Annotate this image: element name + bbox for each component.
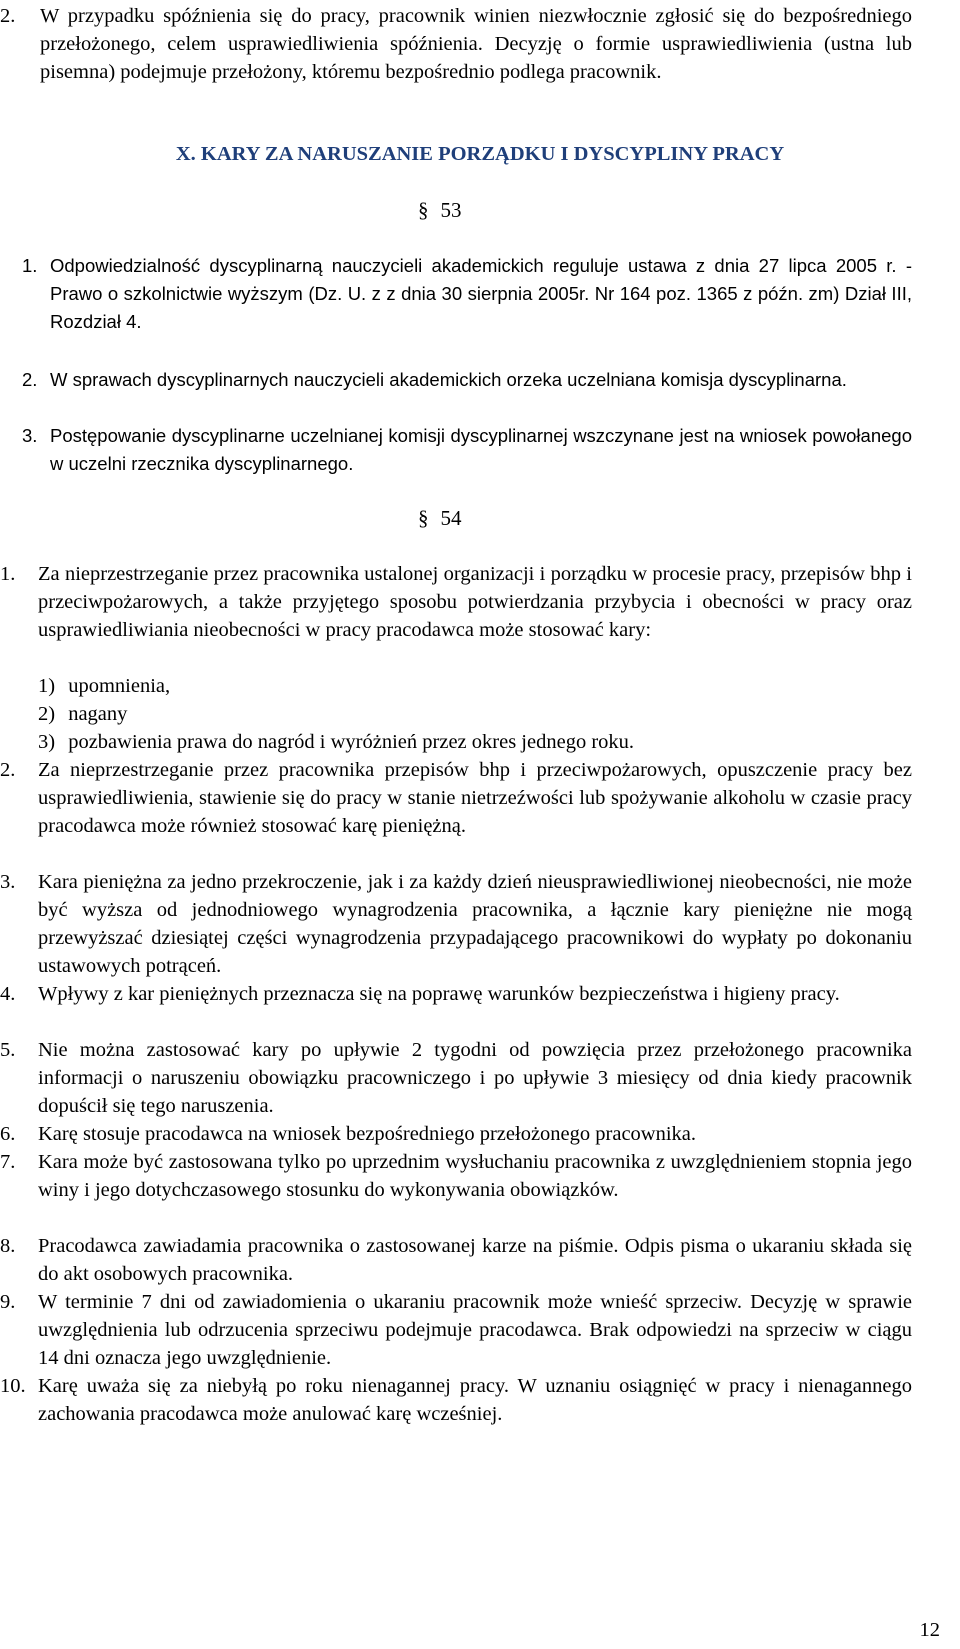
item-number: 8. (0, 1235, 16, 1257)
section-53-item-2 (0, 366, 912, 394)
section-54-item-4 (0, 980, 912, 1008)
item-text: Karę stosuje pracodawca na wniosek bezpośredniego przełożonego pracownika. (38, 1123, 697, 1145)
section-54-item-8 (0, 1232, 912, 1288)
section-54-item-9 (0, 1288, 912, 1372)
item-number: 3. (22, 425, 38, 446)
section-number: 53 (440, 198, 462, 222)
item-number: 1. (0, 563, 16, 585)
penalty-subitem (38, 700, 127, 728)
item-number: 9. (0, 1291, 16, 1313)
item-text: Postępowanie dyscyplinarne uczelnianej komisji dyscyplinarnej wszczynane jest na wniosek powołanego w uczelni rzecznika dyscyplinarnego. (50, 425, 912, 474)
item-number: 2. (0, 5, 16, 27)
section-53-heading (418, 196, 462, 224)
item-number: 2. (0, 759, 16, 781)
section-54-item-3 (0, 868, 912, 980)
section-53-item-1 (0, 252, 912, 336)
item-text: Nie można zastosować kary po upływie 2 tygodni od powzięcia przez przełożonego pracownika informacji o naruszeniu obowiązku pracowniczego i po upływie 3 miesięcy od dnia kiedy pracownik dopuścił się tego naruszenia. (38, 1039, 912, 1117)
section-54-item-7 (0, 1148, 912, 1204)
section-54-item-5 (0, 1036, 912, 1120)
subitem-text: upomnienia, (68, 675, 171, 697)
section-symbol: § (418, 506, 429, 530)
section-54-item-2 (0, 756, 912, 840)
page-number: 12 (919, 1619, 940, 1641)
item-text: Odpowiedzialność dyscyplinarną nauczycieli akademickich reguluje ustawa z dnia 27 lipca 2005 r. - Prawo o szkolnictwie wyższym (Dz. U. z z dnia 30 sierpnia 2005r. Nr 164 poz. 1365 z późn. zm) Dział III, Rozdział 4. (50, 255, 912, 332)
item-number: 2. (22, 369, 38, 390)
chapter-heading: X. KARY ZA NARUSZANIE PORZĄDKU I DYSCYPLINY PRACY (175, 143, 785, 165)
item-number: 4. (0, 983, 16, 1005)
section-54-item-10 (0, 1372, 912, 1428)
section-number: 54 (440, 506, 462, 530)
item-text: W terminie 7 dni od zawiadomienia o ukaraniu pracownik może wnieść sprzeciw. Decyzję w sprawie uwzględnienia lub odrzucenia sprzeciwu podejmuje pracodawca. Brak odpowiedzi na sprzeciw w ciągu 14 dni oznacza jego uwzględnienie. (38, 1291, 912, 1369)
subitem-text: nagany (68, 703, 128, 725)
section-symbol: § (418, 198, 429, 222)
paragraph-2-lateness (0, 2, 912, 86)
item-text: Za nieprzestrzeganie przez pracownika przepisów bhp i przeciwpożarowych, opuszczenie pracy bez usprawiedliwienia, stawienie się do pracy w stanie nietrzeźwości lub spożywanie alkoholu w czasie pracy pracodawca może również stosować karę pieniężną. (38, 759, 912, 837)
item-number: 7. (0, 1151, 16, 1173)
item-text: W sprawach dyscyplinarnych nauczycieli akademickich orzeka uczelniana komisja dyscyplinarna. (50, 369, 847, 390)
item-text: Wpływy z kar pieniężnych przeznacza się na poprawę warunków bezpieczeństwa i higieny pracy. (38, 983, 840, 1005)
item-text: Pracodawca zawiadamia pracownika o zastosowanej karze na piśmie. Odpis pisma o ukaraniu składa się do akt osobowych pracownika. (38, 1235, 912, 1285)
subitem-text: pozbawienia prawa do nagród i wyróżnień przez okres jednego roku. (68, 731, 635, 753)
item-text: W przypadku spóźnienia się do pracy, pracownik winien niezwłocznie zgłosić się do bezpośredniego przełożonego, celem usprawiedliwienia spóźnienia. Decyzję o formie usprawiedliwienia (ustna lub pisemna) podejmuje przełożony, któremu bezpośrednio podlega pracownik. (40, 5, 912, 83)
item-text: Kara pieniężna za jedno przekroczenie, jak i za każdy dzień nieusprawiedliwionej nieobecności, nie może być wyższa od jednodniowego wynagrodzenia pracownika, a łącznie kary pieniężne nie mogą przewyższać dziesiątej części wynagrodzenia przypadającego pracownikowi do wypłaty po dokonaniu ustawowych potrąceń. (38, 871, 912, 977)
section-54-heading (418, 504, 462, 532)
item-number: 3. (0, 871, 16, 893)
item-number: 10. (0, 1375, 26, 1397)
penalty-subitem (38, 672, 170, 700)
section-54-item-6 (0, 1120, 912, 1148)
item-number: 5. (0, 1039, 16, 1061)
item-number: 6. (0, 1123, 16, 1145)
subitem-number: 2) (38, 703, 56, 725)
subitem-number: 1) (38, 675, 56, 697)
section-53-item-3 (0, 422, 912, 478)
penalty-subitem (38, 728, 634, 756)
subitem-number: 3) (38, 731, 56, 753)
item-text: Karę uważa się za niebyłą po roku nienagannej pracy. W uznaniu osiągnięć w pracy i nienagannego zachowania pracodawca może anulować karę wcześniej. (38, 1375, 912, 1425)
section-54-item-1 (0, 560, 912, 644)
item-text: Za nieprzestrzeganie przez pracownika ustalonej organizacji i porządku w procesie pracy, przepisów bhp i przeciwpożarowych, a także przyjętego sposobu potwierdzania przybycia i obecności w pracy oraz usprawiedliwiania nieobecności w pracy pracodawca może stosować kary: (38, 563, 912, 641)
item-text: Kara może być zastosowana tylko po uprzednim wysłuchaniu pracownika z uwzględnieniem stopnia jego winy i jego dotychczasowego stosunku do wykonywania obowiązków. (38, 1151, 912, 1201)
item-number: 1. (22, 255, 38, 276)
